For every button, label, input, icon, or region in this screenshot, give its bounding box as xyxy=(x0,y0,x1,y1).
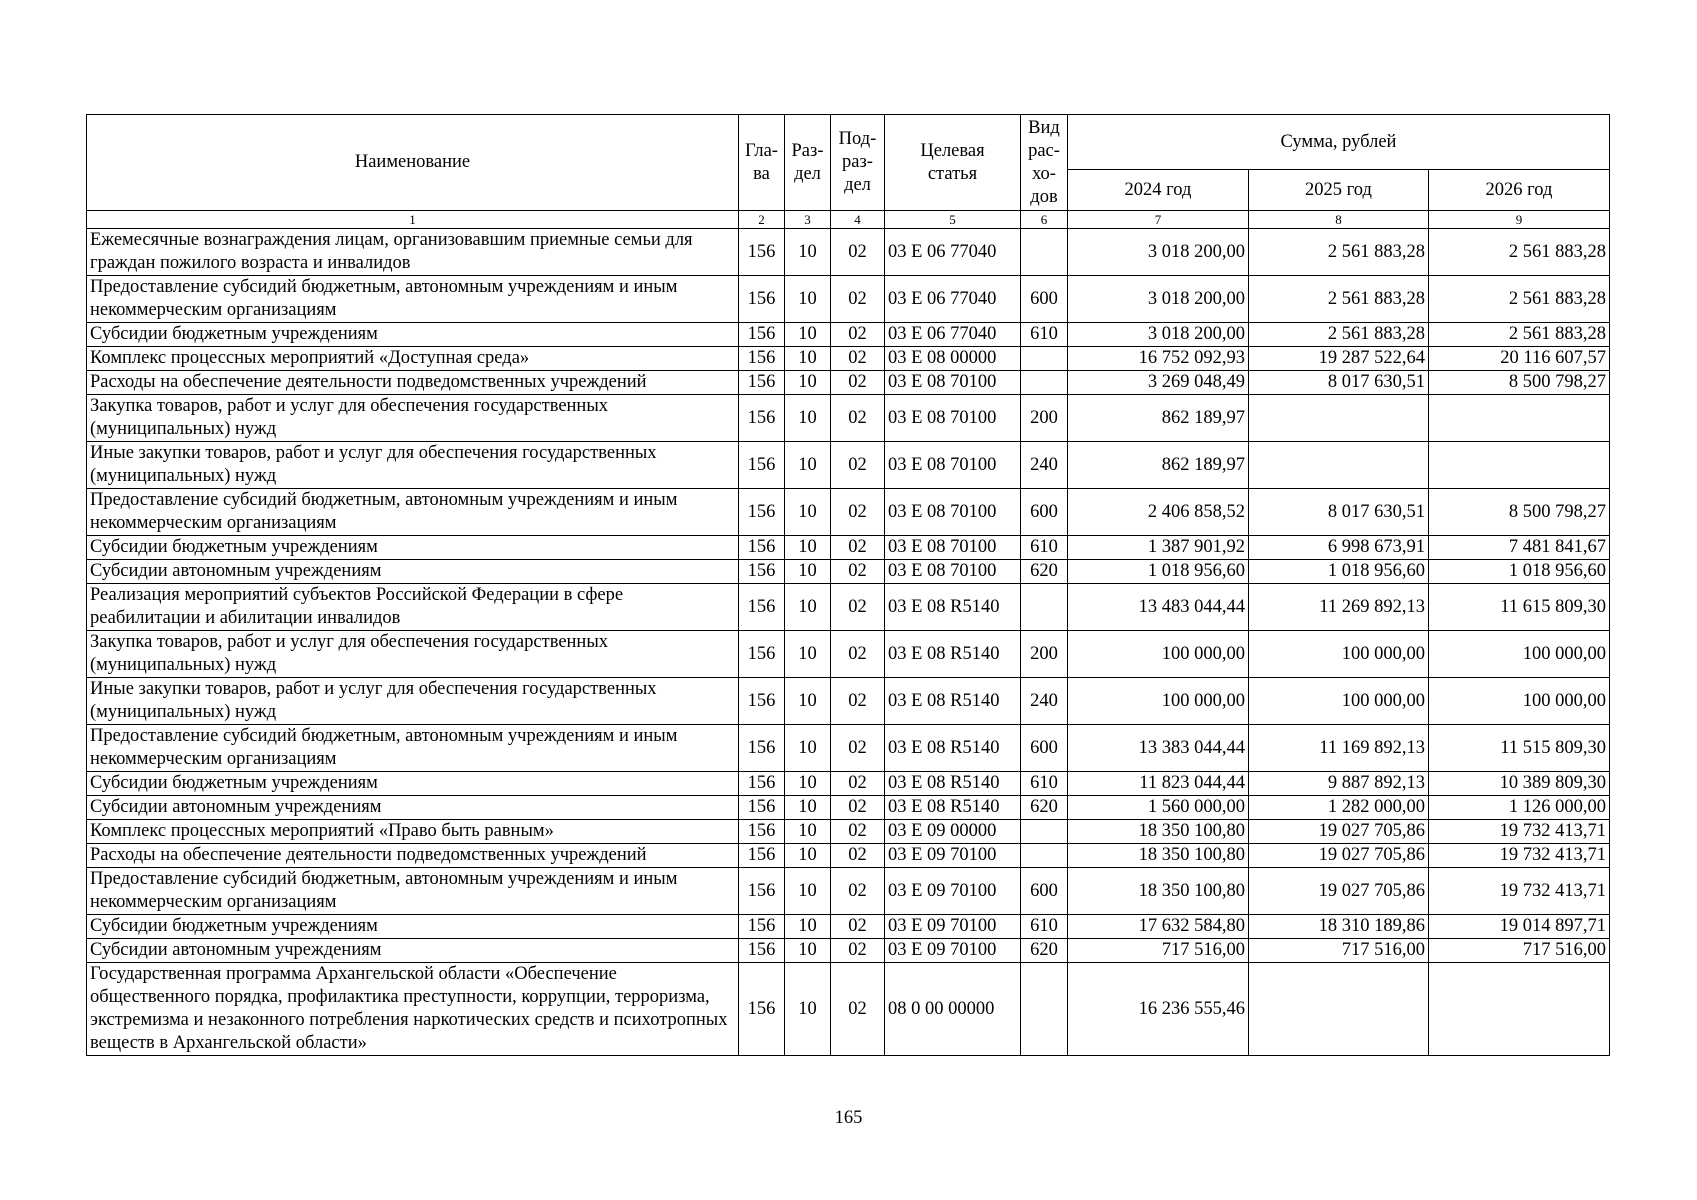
row-expense-type xyxy=(1021,347,1068,371)
header-podrazdel-text: Под- раз- дел xyxy=(838,129,877,195)
row-expense-type xyxy=(1021,584,1068,631)
table-row xyxy=(87,395,1610,442)
row-razdel: 10 xyxy=(785,796,831,820)
row-sum-2025: 19 027 705,86 xyxy=(1249,844,1429,868)
row-sum-2026: 100 000,00 xyxy=(1429,631,1610,678)
row-razdel: 10 xyxy=(785,323,831,347)
table-row xyxy=(87,725,1610,772)
row-expense-type: 610 xyxy=(1021,323,1068,347)
row-razdel: 10 xyxy=(785,560,831,584)
row-sum-2026: 11 515 809,30 xyxy=(1429,725,1610,772)
column-number: 6 xyxy=(1021,211,1068,229)
table-row xyxy=(87,536,1610,560)
row-podrazdel: 02 xyxy=(831,844,885,868)
row-razdel: 10 xyxy=(785,536,831,560)
row-razdel: 10 xyxy=(785,678,831,725)
row-glava: 156 xyxy=(739,796,785,820)
row-sum-2026: 2 561 883,28 xyxy=(1429,276,1610,323)
row-expense-type xyxy=(1021,371,1068,395)
row-sum-2024: 18 350 100,80 xyxy=(1068,868,1249,915)
row-podrazdel: 02 xyxy=(831,536,885,560)
row-name: Ежемесячные вознаграждения лицам, организовавшим приемные семьи для граждан пожилого возраста и инвалидов xyxy=(87,229,739,276)
row-expense-type: 600 xyxy=(1021,489,1068,536)
column-number: 8 xyxy=(1249,211,1429,229)
row-podrazdel: 02 xyxy=(831,772,885,796)
row-expense-type: 600 xyxy=(1021,725,1068,772)
row-podrazdel: 02 xyxy=(831,276,885,323)
row-expense-type: 240 xyxy=(1021,678,1068,725)
table-row xyxy=(87,489,1610,536)
row-podrazdel: 02 xyxy=(831,939,885,963)
row-glava: 156 xyxy=(739,276,785,323)
row-sum-2025 xyxy=(1249,963,1429,1056)
row-target-article: 03 Е 09 70100 xyxy=(885,844,1021,868)
row-podrazdel: 02 xyxy=(831,796,885,820)
row-razdel: 10 xyxy=(785,442,831,489)
table-row xyxy=(87,631,1610,678)
header-sum: Сумма, рублей xyxy=(1068,115,1610,170)
row-target-article: 03 Е 06 77040 xyxy=(885,229,1021,276)
table-row xyxy=(87,678,1610,725)
row-razdel: 10 xyxy=(785,276,831,323)
row-target-article: 03 Е 08 R5140 xyxy=(885,678,1021,725)
row-expense-type xyxy=(1021,229,1068,276)
table-row xyxy=(87,442,1610,489)
row-glava: 156 xyxy=(739,915,785,939)
row-glava: 156 xyxy=(739,844,785,868)
row-sum-2024: 100 000,00 xyxy=(1068,631,1249,678)
row-sum-2026 xyxy=(1429,395,1610,442)
row-sum-2025: 19 287 522,64 xyxy=(1249,347,1429,371)
row-expense-type: 610 xyxy=(1021,536,1068,560)
row-sum-2026: 10 389 809,30 xyxy=(1429,772,1610,796)
row-name: Реализация мероприятий субъектов Российской Федерации в сфере реабилитации и абилитации инвалидов xyxy=(87,584,739,631)
row-sum-2025: 9 887 892,13 xyxy=(1249,772,1429,796)
row-name: Закупка товаров, работ и услуг для обеспечения государственных (муниципальных) нужд xyxy=(87,395,739,442)
row-podrazdel: 02 xyxy=(831,442,885,489)
row-name: Расходы на обеспечение деятельности подведомственных учреждений xyxy=(87,844,739,868)
row-podrazdel: 02 xyxy=(831,963,885,1056)
row-name: Комплекс процессных мероприятий «Доступная среда» xyxy=(87,347,739,371)
row-target-article: 03 Е 08 70100 xyxy=(885,442,1021,489)
row-expense-type: 610 xyxy=(1021,915,1068,939)
table-row xyxy=(87,844,1610,868)
row-expense-type: 620 xyxy=(1021,560,1068,584)
row-glava: 156 xyxy=(739,323,785,347)
row-sum-2025 xyxy=(1249,442,1429,489)
table-row xyxy=(87,796,1610,820)
column-number: 3 xyxy=(785,211,831,229)
row-sum-2025: 11 169 892,13 xyxy=(1249,725,1429,772)
row-sum-2026: 7 481 841,67 xyxy=(1429,536,1610,560)
column-number: 4 xyxy=(831,211,885,229)
row-sum-2025: 11 269 892,13 xyxy=(1249,584,1429,631)
row-glava: 156 xyxy=(739,347,785,371)
row-name: Предоставление субсидий бюджетным, автономным учреждениям и иным некоммерческим организациям xyxy=(87,489,739,536)
row-sum-2026: 8 500 798,27 xyxy=(1429,489,1610,536)
table-row xyxy=(87,868,1610,915)
row-glava: 156 xyxy=(739,229,785,276)
row-sum-2025: 100 000,00 xyxy=(1249,631,1429,678)
row-razdel: 10 xyxy=(785,371,831,395)
row-razdel: 10 xyxy=(785,347,831,371)
row-glava: 156 xyxy=(739,820,785,844)
row-podrazdel: 02 xyxy=(831,347,885,371)
row-glava: 156 xyxy=(739,560,785,584)
row-expense-type: 600 xyxy=(1021,868,1068,915)
column-numbers-row xyxy=(87,211,1610,229)
row-sum-2026: 2 561 883,28 xyxy=(1429,229,1610,276)
row-podrazdel: 02 xyxy=(831,323,885,347)
row-sum-2024: 862 189,97 xyxy=(1068,442,1249,489)
row-sum-2024: 1 018 956,60 xyxy=(1068,560,1249,584)
row-target-article: 03 Е 08 00000 xyxy=(885,347,1021,371)
row-expense-type: 610 xyxy=(1021,772,1068,796)
row-razdel: 10 xyxy=(785,489,831,536)
table-row xyxy=(87,939,1610,963)
header-glava xyxy=(739,115,785,211)
table-row xyxy=(87,371,1610,395)
row-glava: 156 xyxy=(739,489,785,536)
header-razdel-text: Раз- дел xyxy=(791,140,824,184)
row-sum-2025: 8 017 630,51 xyxy=(1249,371,1429,395)
row-target-article: 03 Е 08 70100 xyxy=(885,489,1021,536)
row-name: Закупка товаров, работ и услуг для обеспечения государственных (муниципальных) нужд xyxy=(87,631,739,678)
table-header xyxy=(87,115,1610,229)
row-razdel: 10 xyxy=(785,939,831,963)
row-razdel: 10 xyxy=(785,725,831,772)
row-target-article: 03 Е 08 R5140 xyxy=(885,631,1021,678)
row-sum-2024: 3 018 200,00 xyxy=(1068,323,1249,347)
row-name: Субсидии автономным учреждениям xyxy=(87,560,739,584)
row-glava: 156 xyxy=(739,631,785,678)
row-razdel: 10 xyxy=(785,631,831,678)
header-year-2025: 2025 год xyxy=(1249,170,1429,211)
header-year-2026: 2026 год xyxy=(1429,170,1610,211)
row-glava: 156 xyxy=(739,939,785,963)
row-target-article: 03 Е 06 77040 xyxy=(885,276,1021,323)
header-target-text: Целевая статья xyxy=(920,140,985,184)
row-sum-2025: 100 000,00 xyxy=(1249,678,1429,725)
column-number: 2 xyxy=(739,211,785,229)
row-glava: 156 xyxy=(739,963,785,1056)
row-razdel: 10 xyxy=(785,820,831,844)
row-sum-2026: 19 732 413,71 xyxy=(1429,868,1610,915)
row-sum-2026: 19 732 413,71 xyxy=(1429,844,1610,868)
header-vid-text: Вид рас- хо- дов xyxy=(1028,117,1060,207)
row-sum-2025: 18 310 189,86 xyxy=(1249,915,1429,939)
row-sum-2026: 1 126 000,00 xyxy=(1429,796,1610,820)
row-sum-2026: 1 018 956,60 xyxy=(1429,560,1610,584)
table-row xyxy=(87,229,1610,276)
row-target-article: 03 Е 08 R5140 xyxy=(885,796,1021,820)
row-name: Субсидии автономным учреждениям xyxy=(87,939,739,963)
row-sum-2025: 2 561 883,28 xyxy=(1249,276,1429,323)
row-podrazdel: 02 xyxy=(831,868,885,915)
row-name: Иные закупки товаров, работ и услуг для обеспечения государственных (муниципальных) нужд xyxy=(87,442,739,489)
row-expense-type: 620 xyxy=(1021,939,1068,963)
row-glava: 156 xyxy=(739,395,785,442)
row-sum-2024: 100 000,00 xyxy=(1068,678,1249,725)
row-expense-type: 620 xyxy=(1021,796,1068,820)
row-name: Субсидии автономным учреждениям xyxy=(87,796,739,820)
row-sum-2025: 2 561 883,28 xyxy=(1249,323,1429,347)
row-sum-2025: 1 018 956,60 xyxy=(1249,560,1429,584)
row-glava: 156 xyxy=(739,725,785,772)
row-name: Комплекс процессных мероприятий «Право быть равным» xyxy=(87,820,739,844)
row-name: Предоставление субсидий бюджетным, автономным учреждениям и иным некоммерческим организациям xyxy=(87,868,739,915)
row-name: Субсидии бюджетным учреждениям xyxy=(87,536,739,560)
header-target xyxy=(885,115,1021,211)
row-target-article: 03 Е 09 70100 xyxy=(885,939,1021,963)
row-glava: 156 xyxy=(739,536,785,560)
row-razdel: 10 xyxy=(785,772,831,796)
row-sum-2024: 13 383 044,44 xyxy=(1068,725,1249,772)
table-row xyxy=(87,772,1610,796)
column-number: 1 xyxy=(87,211,739,229)
row-sum-2025: 1 282 000,00 xyxy=(1249,796,1429,820)
header-glava-text: Гла- ва xyxy=(745,140,778,184)
row-sum-2024: 18 350 100,80 xyxy=(1068,820,1249,844)
row-sum-2025 xyxy=(1249,395,1429,442)
row-expense-type xyxy=(1021,844,1068,868)
row-razdel: 10 xyxy=(785,395,831,442)
header-razdel xyxy=(785,115,831,211)
row-razdel: 10 xyxy=(785,915,831,939)
row-target-article: 03 Е 09 70100 xyxy=(885,915,1021,939)
budget-table-container xyxy=(86,114,1609,1056)
row-target-article: 03 Е 09 00000 xyxy=(885,820,1021,844)
row-podrazdel: 02 xyxy=(831,725,885,772)
row-sum-2026: 100 000,00 xyxy=(1429,678,1610,725)
row-name: Субсидии бюджетным учреждениям xyxy=(87,323,739,347)
row-target-article: 03 Е 08 R5140 xyxy=(885,584,1021,631)
row-razdel: 10 xyxy=(785,229,831,276)
row-podrazdel: 02 xyxy=(831,584,885,631)
row-expense-type: 200 xyxy=(1021,395,1068,442)
row-sum-2024: 862 189,97 xyxy=(1068,395,1249,442)
row-target-article: 03 Е 08 70100 xyxy=(885,536,1021,560)
row-target-article: 03 Е 08 70100 xyxy=(885,371,1021,395)
table-body xyxy=(87,229,1610,1056)
row-podrazdel: 02 xyxy=(831,678,885,725)
row-podrazdel: 02 xyxy=(831,229,885,276)
row-razdel: 10 xyxy=(785,584,831,631)
header-vid xyxy=(1021,115,1068,211)
row-sum-2025: 19 027 705,86 xyxy=(1249,868,1429,915)
table-row xyxy=(87,820,1610,844)
column-number: 5 xyxy=(885,211,1021,229)
row-podrazdel: 02 xyxy=(831,631,885,678)
row-sum-2025: 19 027 705,86 xyxy=(1249,820,1429,844)
row-sum-2026: 11 615 809,30 xyxy=(1429,584,1610,631)
row-sum-2025: 6 998 673,91 xyxy=(1249,536,1429,560)
row-sum-2024: 717 516,00 xyxy=(1068,939,1249,963)
row-sum-2024: 1 560 000,00 xyxy=(1068,796,1249,820)
row-sum-2024: 17 632 584,80 xyxy=(1068,915,1249,939)
row-podrazdel: 02 xyxy=(831,560,885,584)
row-sum-2024: 16 752 092,93 xyxy=(1068,347,1249,371)
table-row xyxy=(87,560,1610,584)
row-sum-2024: 3 018 200,00 xyxy=(1068,229,1249,276)
table-row xyxy=(87,323,1610,347)
row-sum-2026: 19 732 413,71 xyxy=(1429,820,1610,844)
row-name: Субсидии бюджетным учреждениям xyxy=(87,915,739,939)
row-sum-2026 xyxy=(1429,442,1610,489)
row-target-article: 08 0 00 00000 xyxy=(885,963,1021,1056)
row-target-article: 03 Е 08 70100 xyxy=(885,395,1021,442)
row-name: Иные закупки товаров, работ и услуг для обеспечения государственных (муниципальных) нужд xyxy=(87,678,739,725)
row-sum-2024: 2 406 858,52 xyxy=(1068,489,1249,536)
row-sum-2026: 19 014 897,71 xyxy=(1429,915,1610,939)
row-sum-2026 xyxy=(1429,963,1610,1056)
table-row xyxy=(87,276,1610,323)
row-name: Субсидии бюджетным учреждениям xyxy=(87,772,739,796)
row-sum-2024: 1 387 901,92 xyxy=(1068,536,1249,560)
header-name: Наименование xyxy=(87,115,739,211)
row-sum-2024: 18 350 100,80 xyxy=(1068,844,1249,868)
row-sum-2024: 3 269 048,49 xyxy=(1068,371,1249,395)
table-row xyxy=(87,584,1610,631)
row-podrazdel: 02 xyxy=(831,489,885,536)
row-sum-2025: 8 017 630,51 xyxy=(1249,489,1429,536)
row-razdel: 10 xyxy=(785,868,831,915)
row-target-article: 03 Е 08 R5140 xyxy=(885,725,1021,772)
row-target-article: 03 Е 08 70100 xyxy=(885,560,1021,584)
row-sum-2026: 8 500 798,27 xyxy=(1429,371,1610,395)
row-podrazdel: 02 xyxy=(831,915,885,939)
budget-table xyxy=(86,114,1610,1056)
row-sum-2024: 11 823 044,44 xyxy=(1068,772,1249,796)
page-number: 165 xyxy=(834,1108,863,1128)
row-target-article: 03 Е 09 70100 xyxy=(885,868,1021,915)
row-glava: 156 xyxy=(739,868,785,915)
row-glava: 156 xyxy=(739,772,785,796)
table-row xyxy=(87,915,1610,939)
row-target-article: 03 Е 08 R5140 xyxy=(885,772,1021,796)
row-name: Государственная программа Архангельской области «Обеспечение общественного порядка, профилактика преступности, коррупции, терроризма, экстремизма и незаконного потребления наркотических средств и психотропных веществ в Архангельской области» xyxy=(87,963,739,1056)
row-sum-2024: 13 483 044,44 xyxy=(1068,584,1249,631)
row-podrazdel: 02 xyxy=(831,395,885,442)
row-name: Предоставление субсидий бюджетным, автономным учреждениям и иным некоммерческим организациям xyxy=(87,725,739,772)
row-name: Расходы на обеспечение деятельности подведомственных учреждений xyxy=(87,371,739,395)
row-expense-type: 240 xyxy=(1021,442,1068,489)
row-razdel: 10 xyxy=(785,844,831,868)
row-razdel: 10 xyxy=(785,963,831,1056)
row-podrazdel: 02 xyxy=(831,371,885,395)
table-row xyxy=(87,347,1610,371)
row-sum-2026: 2 561 883,28 xyxy=(1429,323,1610,347)
row-name: Предоставление субсидий бюджетным, автономным учреждениям и иным некоммерческим организациям xyxy=(87,276,739,323)
row-sum-2024: 16 236 555,46 xyxy=(1068,963,1249,1056)
row-glava: 156 xyxy=(739,371,785,395)
row-target-article: 03 Е 06 77040 xyxy=(885,323,1021,347)
row-expense-type xyxy=(1021,820,1068,844)
row-sum-2026: 717 516,00 xyxy=(1429,939,1610,963)
column-number: 9 xyxy=(1429,211,1610,229)
row-sum-2024: 3 018 200,00 xyxy=(1068,276,1249,323)
row-podrazdel: 02 xyxy=(831,820,885,844)
header-year-2024: 2024 год xyxy=(1068,170,1249,211)
column-number: 7 xyxy=(1068,211,1249,229)
row-sum-2026: 20 116 607,57 xyxy=(1429,347,1610,371)
table-row xyxy=(87,963,1610,1056)
row-expense-type: 200 xyxy=(1021,631,1068,678)
row-glava: 156 xyxy=(739,442,785,489)
row-sum-2025: 2 561 883,28 xyxy=(1249,229,1429,276)
row-glava: 156 xyxy=(739,678,785,725)
row-glava: 156 xyxy=(739,584,785,631)
row-expense-type: 600 xyxy=(1021,276,1068,323)
row-expense-type xyxy=(1021,963,1068,1056)
row-sum-2025: 717 516,00 xyxy=(1249,939,1429,963)
header-podrazdel xyxy=(831,115,885,211)
